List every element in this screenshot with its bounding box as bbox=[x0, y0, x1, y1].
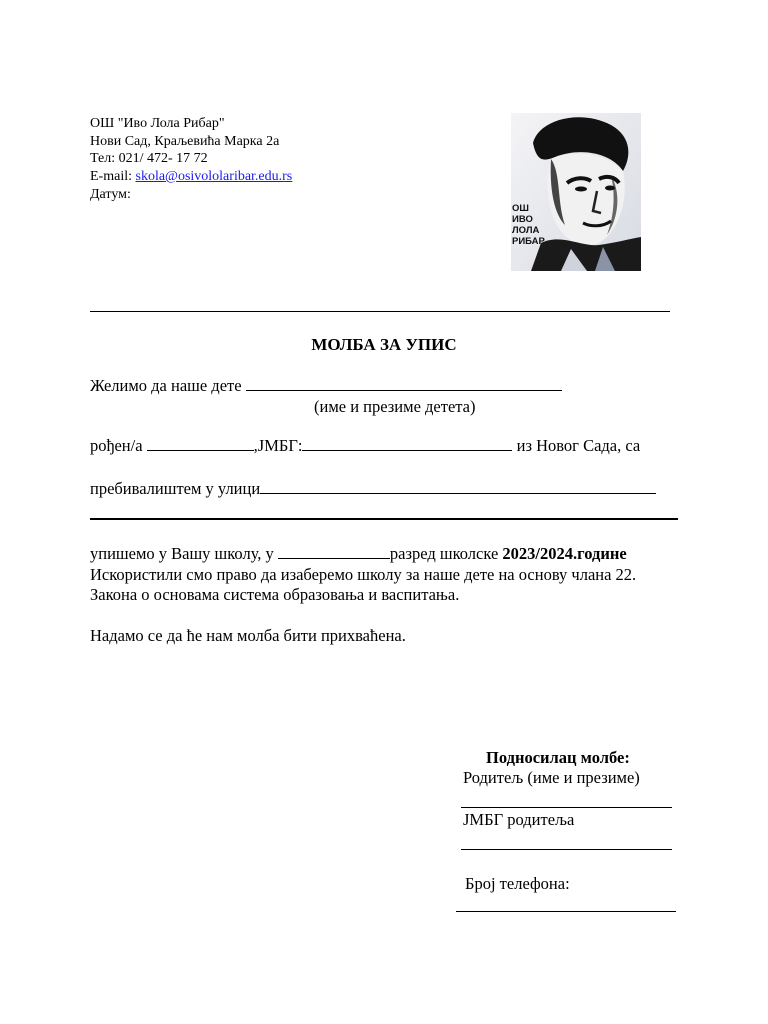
logo-line: ИВО bbox=[512, 214, 533, 225]
school-name: ОШ "Иво Лола Рибар" bbox=[90, 116, 225, 131]
child-name-row bbox=[90, 376, 562, 396]
residence-label: пребивалиштем у улици bbox=[90, 479, 261, 498]
child-name-prefix: Желимо да наше дете bbox=[90, 376, 246, 395]
child-name-caption: (име и презиме детета) bbox=[314, 397, 476, 416]
right-sentence-2: Закона о основама система образовања и васпитања. bbox=[90, 585, 460, 604]
enroll-grade-label: разред школске bbox=[389, 544, 503, 563]
parent-jmbg-field[interactable] bbox=[461, 849, 672, 850]
email-link[interactable]: skola@osivololaribar.edu.rs bbox=[135, 169, 293, 184]
phone-field[interactable] bbox=[456, 911, 676, 912]
parent-name-label: Родитељ (име и презиме) bbox=[463, 768, 640, 787]
born-label: рођен/а bbox=[90, 436, 147, 455]
logo-line: ОШ bbox=[512, 203, 529, 214]
applicant-title: Подносилац молбе: bbox=[486, 748, 630, 767]
right-sentence-1: Искористили смо право да изаберемо школу за наше дете на основу члана 22. bbox=[90, 565, 637, 584]
street-field[interactable] bbox=[260, 479, 656, 494]
school-year: 2023/2024.године bbox=[502, 544, 627, 563]
parent-jmbg-label: ЈМБГ родитеља bbox=[463, 810, 575, 829]
birth-row bbox=[90, 436, 640, 456]
email-label: E-mail: bbox=[90, 169, 136, 184]
portrait-icon bbox=[511, 113, 641, 271]
from-city: из Новог Сада, са bbox=[512, 436, 641, 455]
enroll-prefix: упишемо у Вашу школу, у bbox=[90, 544, 278, 563]
phone-label: Број телефона: bbox=[465, 874, 570, 893]
school-address: Нови Сад, Краљевића Марка 2а bbox=[90, 134, 280, 149]
residence-row bbox=[90, 479, 656, 499]
child-name-field[interactable] bbox=[246, 376, 562, 391]
logo-line: РИБАР bbox=[512, 236, 545, 247]
school-logo-portrait bbox=[511, 113, 641, 271]
grade-field[interactable] bbox=[278, 544, 390, 559]
logo-line: ЛОЛА bbox=[512, 225, 540, 236]
enroll-row bbox=[90, 544, 627, 564]
date-label: Датум: bbox=[90, 187, 131, 202]
hope-sentence: Надамо се да ће нам молба бити прихваћена. bbox=[90, 626, 406, 645]
parent-name-field[interactable] bbox=[461, 807, 672, 808]
jmbg-label: ,ЈМБГ: bbox=[253, 436, 303, 455]
header-separator bbox=[90, 311, 670, 312]
page-title: МОЛБА ЗА УПИС bbox=[311, 335, 457, 354]
address-continuation-line[interactable] bbox=[90, 518, 678, 520]
school-phone: Тел: 021/ 472- 17 72 bbox=[90, 151, 208, 166]
school-email-row bbox=[90, 168, 292, 186]
logo-text bbox=[512, 203, 545, 247]
child-jmbg-field[interactable] bbox=[302, 436, 512, 451]
birth-date-field[interactable] bbox=[147, 436, 254, 451]
